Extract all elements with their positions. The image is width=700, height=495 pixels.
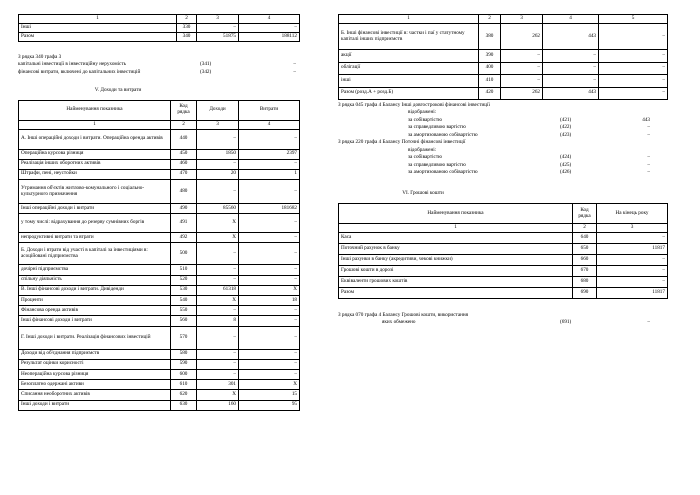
header-cell: 4 (239, 15, 300, 24)
col-header-code: Код рядка (171, 100, 197, 120)
table-row (339, 24, 668, 50)
row-income: X (197, 214, 239, 233)
table-row (339, 266, 668, 277)
row-name: Б. Інші фінансові інвестиції в: частки і паї у статутному капіталі інших підприємств (339, 24, 479, 50)
table-row (339, 233, 668, 244)
row-income: – (197, 326, 239, 349)
note-line (338, 155, 668, 163)
row-code: 420 (479, 87, 501, 100)
row-code: 530 (171, 285, 197, 295)
note-text: за амортизованою собівартістю (408, 169, 478, 176)
row-name: Неопераційна курсова різниця (19, 369, 171, 379)
row-name: Грошові кошти в дорозі (339, 266, 573, 277)
row-code: 680 (573, 277, 597, 288)
row-value: – (597, 255, 668, 266)
row-value: – (543, 75, 599, 88)
notes-items (338, 155, 668, 178)
investments-continuation-table (18, 14, 300, 42)
table-row (19, 400, 300, 410)
table-row (19, 243, 300, 265)
row-name: А. Інші операційні доходи і витрати. Операційна оренда активів (19, 129, 171, 149)
row-expense: 18 (239, 296, 300, 306)
header-cell: 1 (339, 224, 573, 233)
row-code: 480 (171, 180, 197, 204)
table-row (339, 62, 668, 75)
table-row (19, 369, 300, 379)
row-expense: – (239, 275, 300, 285)
note-line (338, 170, 668, 178)
table-row (19, 380, 300, 390)
row-expense: 1 (239, 169, 300, 179)
table-row (19, 129, 300, 149)
row-code: 550 (171, 306, 197, 316)
note-text: за собівартістю (408, 116, 442, 123)
row-name: Інші (19, 24, 177, 33)
row-name: Штрафи, пені, неустойки (19, 169, 171, 179)
row-expense: 15 (239, 390, 300, 400)
row-value: – (501, 50, 543, 63)
header-cell: 3 (501, 15, 543, 24)
note-code: (422) (560, 124, 572, 131)
notes-items (338, 117, 668, 140)
col-header-expense: Витрати (239, 100, 300, 120)
row-code: 650 (573, 244, 597, 255)
note-line (338, 132, 668, 140)
note-code: (425) (560, 161, 572, 168)
header-cell: 2 (573, 224, 597, 233)
row-value: – (597, 277, 668, 288)
table-row (339, 255, 668, 266)
col-header-code: Код рядка (573, 204, 597, 224)
row-expense: – (239, 369, 300, 379)
table-row (19, 159, 300, 169)
col-header-value: На кінець року (597, 204, 668, 224)
col-header-name: Найменування показника (19, 100, 171, 120)
row-expense: – (239, 129, 300, 149)
row-name: Інші доходи і витрати (19, 400, 171, 410)
header-cell: 4 (543, 15, 599, 24)
row-name: Інші фінансові доходи і витрати (19, 316, 171, 326)
row-name: акції (339, 50, 479, 63)
row-code: 580 (171, 349, 197, 359)
row-code: 460 (171, 159, 197, 169)
row-expense: – (239, 326, 300, 349)
long-term-investment-notes (338, 102, 668, 177)
row-expense: – (239, 349, 300, 359)
row-code: 390 (479, 50, 501, 63)
row-income: 1850 (197, 149, 239, 159)
table-row (339, 277, 668, 288)
left-page (18, 0, 300, 411)
cash-rows (339, 233, 668, 299)
note-value: – (647, 124, 650, 131)
row-name: Операційна курсова різниця (19, 149, 171, 159)
row-code: 660 (573, 255, 597, 266)
row-income: – (197, 369, 239, 379)
income-expense-table (18, 100, 300, 411)
financial-investments-rows (339, 24, 668, 100)
note-text: фінансові витрати, включені до капітальних інвестицій (18, 68, 141, 75)
table-number-row (19, 120, 300, 129)
note-value: – (293, 68, 296, 75)
header-cell: 1 (19, 15, 177, 24)
table-row (19, 214, 300, 233)
header-cell: 4 (239, 120, 300, 129)
section-v-title: V. Доходи та витрати (94, 86, 142, 93)
row-name: Еквіваленти грошових коштів (339, 277, 573, 288)
row-value: – (543, 50, 599, 63)
notes-heading: З рядка 220 графа 4 Балансу Поточні фінансові інвестиції (338, 139, 466, 146)
header-cell: 1 (339, 15, 479, 24)
row-code: 640 (573, 233, 597, 244)
note-code: (423) (560, 131, 572, 138)
row-income: 85560 (197, 204, 239, 214)
row-code: 510 (171, 265, 197, 275)
row-name: Інші операційні доходи і витрати (19, 204, 171, 214)
table-row (19, 169, 300, 179)
row-expense: – (239, 306, 300, 316)
row-income: – (197, 265, 239, 275)
row-name: інші (339, 75, 479, 88)
row-name: Інші рахунки в банку (акредитиви, чекові книжки) (339, 255, 573, 266)
row-value: 443 (543, 24, 599, 50)
row-name: дочірні підприємства (19, 265, 171, 275)
row-expense: 95 (239, 400, 300, 410)
row-income: – (197, 306, 239, 316)
row-income: 61318 (197, 285, 239, 295)
row-value: – (597, 266, 668, 277)
row-code: 590 (171, 359, 197, 369)
row-name: непродуктивні витрати та втрати (19, 233, 171, 243)
row-value: – (501, 75, 543, 88)
row-name: Безоплатно одержані активи (19, 380, 171, 390)
row-code: 450 (171, 149, 197, 159)
row-income: X (197, 296, 239, 306)
note-value: 443 (642, 116, 650, 123)
row-expense: – (239, 359, 300, 369)
table-row (19, 33, 300, 42)
row-code: 440 (171, 129, 197, 149)
restricted-cash-note (338, 312, 668, 327)
table-header-row (19, 100, 300, 120)
row-value: – (501, 62, 543, 75)
note-value: – (647, 131, 650, 138)
note-text: за справедливою вартістю (408, 161, 466, 168)
row-value: 11817 (597, 288, 668, 299)
note-code: (426) (560, 169, 572, 176)
cash-table (338, 203, 668, 299)
row-code: 670 (573, 266, 597, 277)
note-text: за справедливою вартістю (408, 124, 466, 131)
row-value: – (599, 87, 668, 100)
row-value: 443 (543, 87, 599, 100)
row-name: Результат оцінки корисності (19, 359, 171, 369)
row-name: Поточний рахунок в банку (339, 244, 573, 255)
row-income: X (197, 233, 239, 243)
row-code: 491 (171, 214, 197, 233)
notes-heading: З рядка 340 графа 3 (18, 53, 62, 60)
note-code: (341) (200, 61, 212, 68)
note-value: – (647, 154, 650, 161)
row-value: – (239, 24, 300, 33)
row-code: 630 (171, 400, 197, 410)
notes-heading: З рядка 070 графа 4 Балансу Грошові кошти, використання (338, 311, 469, 318)
row-income: X (197, 390, 239, 400)
note-line (18, 69, 300, 77)
row-name: Реалізація інших оборотних активів (19, 159, 171, 169)
row-code: 490 (171, 204, 197, 214)
section-vi-title: VI. Грошові кошти (402, 190, 444, 196)
note-text: капітальні інвестиції в інвестиційну нерухомість (18, 61, 126, 68)
row-code: 540 (171, 296, 197, 306)
row-name: Каса (339, 233, 573, 244)
row-value: – (597, 233, 668, 244)
row-expense: – (239, 316, 300, 326)
table-row (339, 244, 668, 255)
header-cell: 3 (597, 224, 668, 233)
table-row (19, 390, 300, 400)
row-expense: – (239, 265, 300, 275)
row-name: Доходи від об'єднання підприємств (19, 349, 171, 359)
row-name: Г. Інші доходи і витрати. Реалізація фінансових інвестицій (19, 326, 171, 349)
row-name: облігації (339, 62, 479, 75)
row-code: 690 (573, 288, 597, 299)
row-code: 600 (171, 369, 197, 379)
note-value: – (647, 319, 650, 326)
row-expense: – (239, 233, 300, 243)
note-code: (421) (560, 116, 572, 123)
table-row (19, 285, 300, 295)
table-row (19, 149, 300, 159)
note-code: (342) (200, 68, 212, 75)
header-cell: 3 (197, 15, 239, 24)
table-row (339, 75, 668, 88)
note-text: яких обмежено (382, 319, 416, 326)
row-code: 330 (177, 24, 197, 33)
row-value: 262 (501, 24, 543, 50)
row-income: – (197, 275, 239, 285)
table-row (19, 316, 300, 326)
row-income: 20 (197, 169, 239, 179)
row-expense: – (239, 214, 300, 233)
row-value: – (197, 24, 239, 33)
row-code: 620 (171, 390, 197, 400)
note-value: – (647, 161, 650, 168)
row-expense: 2397 (239, 149, 300, 159)
table-header-row (339, 15, 668, 24)
table-row (19, 306, 300, 316)
note-code: (424) (560, 154, 572, 161)
table-row (19, 180, 300, 204)
note-line (338, 320, 668, 328)
row-value: – (543, 62, 599, 75)
table-row (19, 296, 300, 306)
note-code: (691) (560, 319, 572, 326)
row-value: – (599, 62, 668, 75)
row-value: – (599, 75, 668, 88)
row-income: – (197, 349, 239, 359)
row-expense: X (239, 380, 300, 390)
row-expense: – (239, 180, 300, 204)
note-value: – (647, 169, 650, 176)
row-name: Фінансова оренда активів (19, 306, 171, 316)
header-cell: 2 (171, 120, 197, 129)
row-code: 470 (171, 169, 197, 179)
row-name: Утримання об'єктів житлово-комунального і соціально-культурного призначення (19, 180, 171, 204)
row-income: – (197, 359, 239, 369)
note-value: – (293, 61, 296, 68)
notes-heading: З рядка 045 графа 4 Балансу Інші довгострокові фінансові інвестиції (338, 101, 490, 108)
header-cell: 2 (177, 15, 197, 24)
table-row (339, 288, 668, 299)
row-code: 610 (171, 380, 197, 390)
row-value: 262 (501, 87, 543, 100)
row-name: Разом (339, 288, 573, 299)
row-name: Разом (19, 33, 177, 42)
financial-investments-table (338, 14, 668, 100)
table-header-row (19, 15, 300, 24)
row-code: 380 (479, 24, 501, 50)
note-line (338, 162, 668, 170)
row-code: 520 (171, 275, 197, 285)
right-page (338, 0, 668, 327)
row-code: 560 (171, 316, 197, 326)
row-value: 11817 (597, 244, 668, 255)
note-text: за собівартістю (408, 154, 442, 161)
table-number-row (339, 224, 668, 233)
row-value: 188112 (239, 33, 300, 42)
row-name: у тому числі: відрахування до резерву сумнівних боргів (19, 214, 171, 233)
row-code: 492 (171, 233, 197, 243)
row-income: – (197, 129, 239, 149)
row-value: – (599, 24, 668, 50)
income-expense-rows (19, 129, 300, 410)
row-income: – (197, 159, 239, 169)
note-line (338, 125, 668, 133)
note-line (18, 62, 300, 70)
row-name: Списання необоротних активів (19, 390, 171, 400)
row-name: Проценти (19, 296, 171, 306)
row-code: 570 (171, 326, 197, 349)
table-row (19, 204, 300, 214)
capital-investment-notes (18, 54, 300, 77)
row-value: 51875 (197, 33, 239, 42)
table-row (19, 265, 300, 275)
row-income: 8 (197, 316, 239, 326)
row-income: 160 (197, 400, 239, 410)
row-name: В. Інші фінансові доходи і витрати. Дивіденди (19, 285, 171, 295)
row-value: – (599, 50, 668, 63)
row-expense: 181682 (239, 204, 300, 214)
row-code: 500 (171, 243, 197, 265)
table-row (19, 349, 300, 359)
note-line (338, 117, 668, 125)
header-cell: 2 (479, 15, 501, 24)
header-cell: 1 (19, 120, 171, 129)
row-name: Разом (розд.А + розд.Б) (339, 87, 479, 100)
table-header-row (339, 204, 668, 224)
table-row (19, 275, 300, 285)
row-expense: – (239, 243, 300, 265)
col-header-name: Найменування показника (339, 204, 573, 224)
table-row (339, 87, 668, 100)
notes-subheading: відображені: (408, 146, 437, 153)
col-header-income: Доходи (197, 100, 239, 120)
row-code: 410 (479, 75, 501, 88)
row-expense: X (239, 285, 300, 295)
row-name: спільну діяльність (19, 275, 171, 285)
note-text: за амортизованою собівартістю (408, 131, 478, 138)
row-income: 301 (197, 380, 239, 390)
table-row (339, 50, 668, 63)
table-row (19, 24, 300, 33)
row-code: 400 (479, 62, 501, 75)
row-income: – (197, 243, 239, 265)
header-cell: 5 (599, 15, 668, 24)
notes-subheading: відображені: (408, 109, 437, 116)
header-cell: 3 (197, 120, 239, 129)
row-expense: – (239, 159, 300, 169)
table-row (19, 326, 300, 349)
row-code: 340 (177, 33, 197, 42)
table-row (19, 359, 300, 369)
row-income: – (197, 180, 239, 204)
row-name: Б. Доходи і втрати від участі в капіталі за інвестиціями в: асоційовані підприємства (19, 243, 171, 265)
table-row (19, 233, 300, 243)
